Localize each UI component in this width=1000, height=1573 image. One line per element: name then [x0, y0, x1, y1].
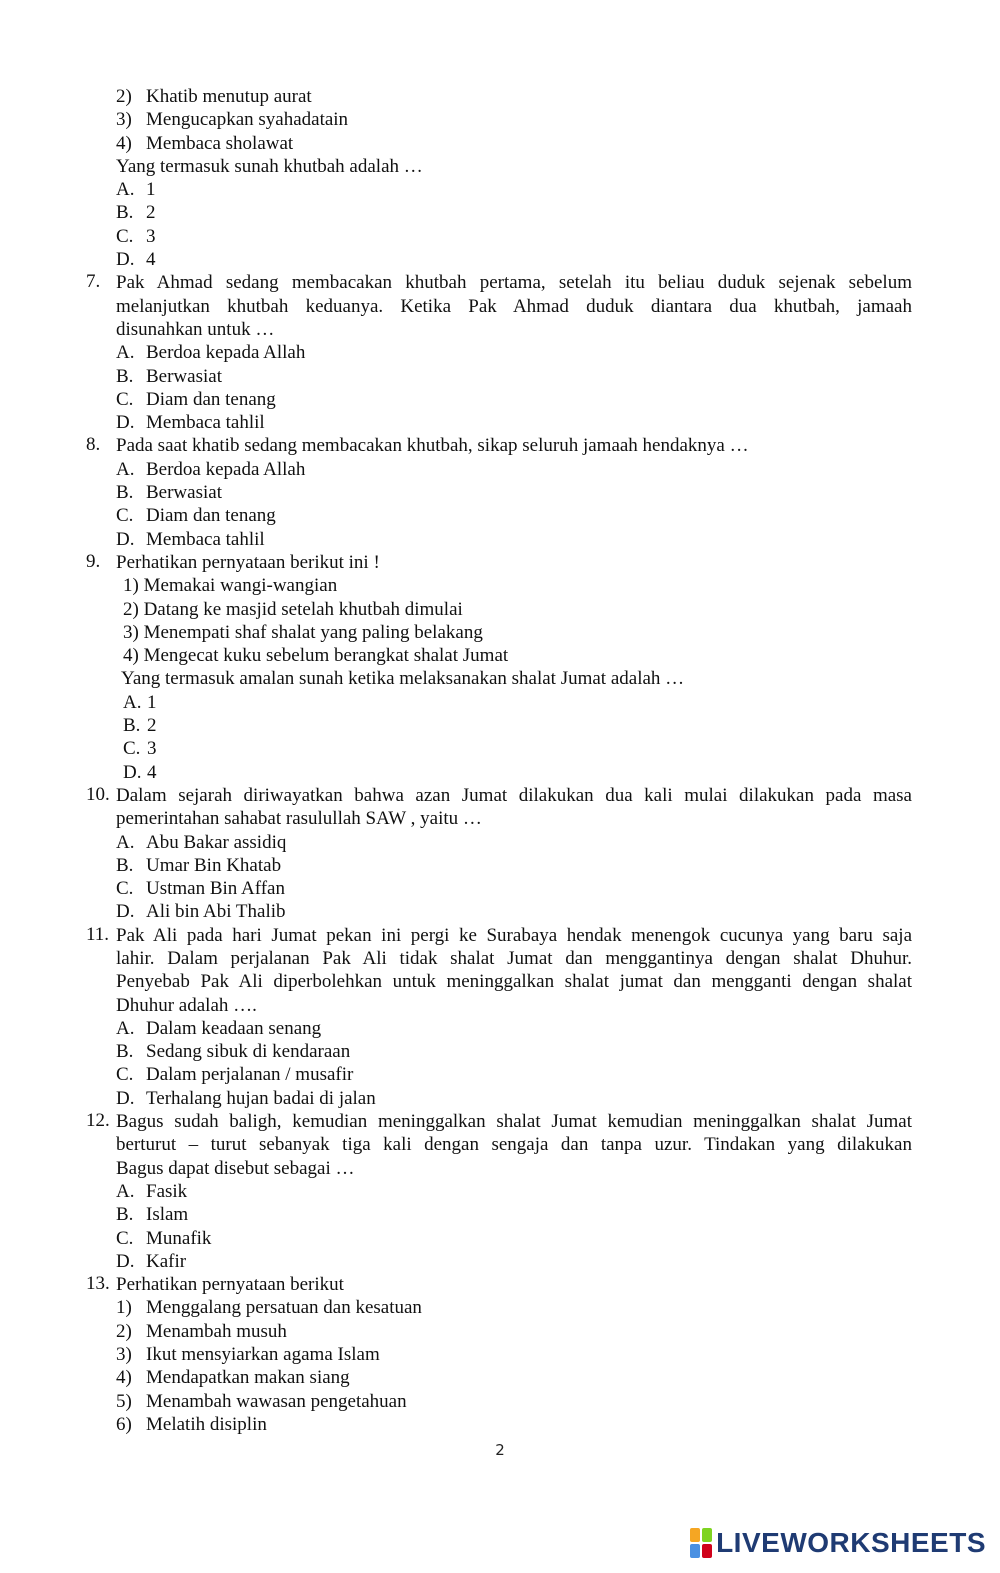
statement-item: 2) Khatib menutup aurat [116, 86, 312, 107]
question-number: 7. [86, 271, 101, 293]
answer-option[interactable]: B. 2 [116, 202, 156, 224]
statement-item: 6) Melatih disiplin [116, 1413, 267, 1435]
question-prompt: Yang termasuk amalan sunah ketika melaksanakan shalat Jumat adalah … [121, 668, 685, 690]
logo-block-icon [690, 1528, 700, 1542]
question-number: 8. [86, 434, 101, 456]
answer-option[interactable]: B. Sedang sibuk di kendaraan [116, 1041, 351, 1063]
answer-option[interactable]: B. Berwasiat [116, 365, 222, 387]
answer-option[interactable]: C. 3 [123, 738, 157, 760]
logo-block-icon [702, 1544, 712, 1558]
statement-item: 2) Menambah musuh [116, 1320, 287, 1342]
page-number: 2 [495, 1441, 505, 1459]
liveworksheets-icon [690, 1528, 712, 1558]
question-text: Perhatikan pernyataan berikut [116, 1274, 344, 1296]
question-text: Dalam sejarah diriwayatkan bahwa azan Jumat dilakukan dua kali mulai dilakukan pada masa [116, 784, 912, 806]
question-13 [86, 1273, 912, 1436]
statement-item: 3) Mengucapkan syahadatain [116, 109, 349, 131]
question-11 [86, 924, 912, 1110]
answer-option[interactable]: C. Dalam perjalanan / musafir [116, 1064, 354, 1086]
answer-option[interactable]: C. 3 [116, 225, 156, 247]
question-9 [86, 551, 912, 784]
answer-option[interactable]: A. 1 [123, 691, 157, 713]
answer-option[interactable]: C. Diam dan tenang [116, 388, 276, 410]
question-text: berturut – turut sebanyak tiga kali dengan sengaja dan tanpa uzur. Tindakan yang dilakukan [116, 1134, 912, 1156]
statement-item: 4) Mengecat kuku sebelum berangkat shalat Jumat [123, 645, 509, 667]
answer-option[interactable]: D. Kafir [116, 1250, 187, 1272]
answer-option[interactable]: B. Umar Bin Khatab [116, 854, 282, 876]
question-prompt: Yang termasuk sunah khutbah adalah … [116, 155, 423, 177]
question-7 [86, 271, 912, 434]
answer-option[interactable]: B. 2 [123, 715, 157, 737]
question-text: disunahkan untuk … [116, 318, 275, 340]
liveworksheets-logo[interactable] [690, 1527, 986, 1559]
answer-option[interactable]: D. Ali bin Abi Thalib [116, 901, 286, 923]
answer-option[interactable]: A. 1 [116, 179, 156, 201]
statement-item: 3) Menempati shaf shalat yang paling belakang [123, 621, 483, 643]
question-number: 12. [86, 1110, 110, 1132]
answer-option[interactable]: B. Berwasiat [116, 482, 222, 504]
question-text: Bagus sudah baligh, kemudian meninggalkan shalat Jumat kemudian meninggalkan shalat Jumat [116, 1111, 912, 1133]
question-text: lahir. Dalam perjalanan Pak Ali tidak shalat Jumat dan menggantinya dengan shalat Dhuhur. [116, 947, 912, 969]
question-text: Bagus dapat disebut sebagai … [116, 1157, 355, 1179]
answer-option[interactable]: D. Membaca tahlil [116, 412, 265, 434]
brand-name: LIVEWORKSHEETS [716, 1527, 986, 1558]
statement-item: 3) Ikut mensyiarkan agama Islam [116, 1344, 380, 1366]
question-12 [86, 1110, 912, 1273]
statement-item: 2) Datang ke masjid setelah khutbah dimulai [123, 598, 463, 620]
answer-option[interactable]: A. Berdoa kepada Allah [116, 342, 306, 364]
answer-option[interactable]: D. 4 [116, 249, 156, 271]
logo-block-icon [702, 1528, 712, 1542]
question-text: Pada saat khatib sedang membacakan khutbah, sikap seluruh jamaah hendaknya … [116, 435, 749, 457]
statement-item: 5) Menambah wawasan pengetahuan [116, 1390, 407, 1412]
answer-option[interactable]: A. Berdoa kepada Allah [116, 458, 306, 480]
question-6-tail [86, 85, 912, 271]
statement-item: 1) Memakai wangi-wangian [123, 575, 338, 597]
question-text: Dhuhur adalah …. [116, 994, 257, 1016]
question-10 [86, 784, 912, 924]
question-text: pemerintahan sahabat rasulullah SAW , yaitu … [116, 808, 482, 830]
question-text: Pak Ahmad sedang membacakan khutbah pertama, setelah itu beliau duduk sejenak sebelum [116, 272, 912, 294]
question-text: melanjutkan khutbah keduanya. Ketika Pak Ahmad duduk diantara dua khutbah, jamaah [116, 295, 912, 317]
answer-option[interactable]: A. Abu Bakar assidiq [116, 831, 287, 853]
answer-option[interactable]: D. 4 [123, 761, 157, 783]
answer-option[interactable]: D. Terhalang hujan badai di jalan [116, 1087, 376, 1109]
answer-option[interactable]: C. Munafik [116, 1227, 212, 1249]
logo-block-icon [690, 1544, 700, 1558]
question-text: Perhatikan pernyataan berikut ini ! [116, 551, 380, 573]
statement-item: 1) Menggalang persatuan dan kesatuan [116, 1297, 422, 1319]
statement-item: 4) Mendapatkan makan siang [116, 1367, 350, 1389]
question-text: Pak Ali pada hari Jumat pekan ini pergi ke Surabaya hendak menengok cucunya yang baru saja [116, 924, 912, 946]
answer-option[interactable]: B. Islam [116, 1204, 189, 1226]
question-number: 11. [86, 923, 110, 945]
statement-item: 4) Membaca sholawat [116, 132, 294, 154]
answer-option[interactable]: C. Diam dan tenang [116, 505, 276, 527]
question-text: Penyebab Pak Ali diperbolehkan untuk meninggalkan shalat jumat dan mengganti dengan shalat [116, 971, 912, 993]
document-body [86, 85, 912, 1436]
question-number: 13. [86, 1273, 110, 1295]
answer-option[interactable]: A. Fasik [116, 1180, 188, 1202]
answer-option[interactable]: C. Ustman Bin Affan [116, 878, 285, 900]
question-number: 9. [86, 550, 101, 572]
question-8 [86, 434, 912, 550]
answer-option[interactable]: A. Dalam keadaan senang [116, 1017, 322, 1039]
question-number: 10. [86, 783, 110, 805]
answer-option[interactable]: D. Membaca tahlil [116, 528, 265, 550]
